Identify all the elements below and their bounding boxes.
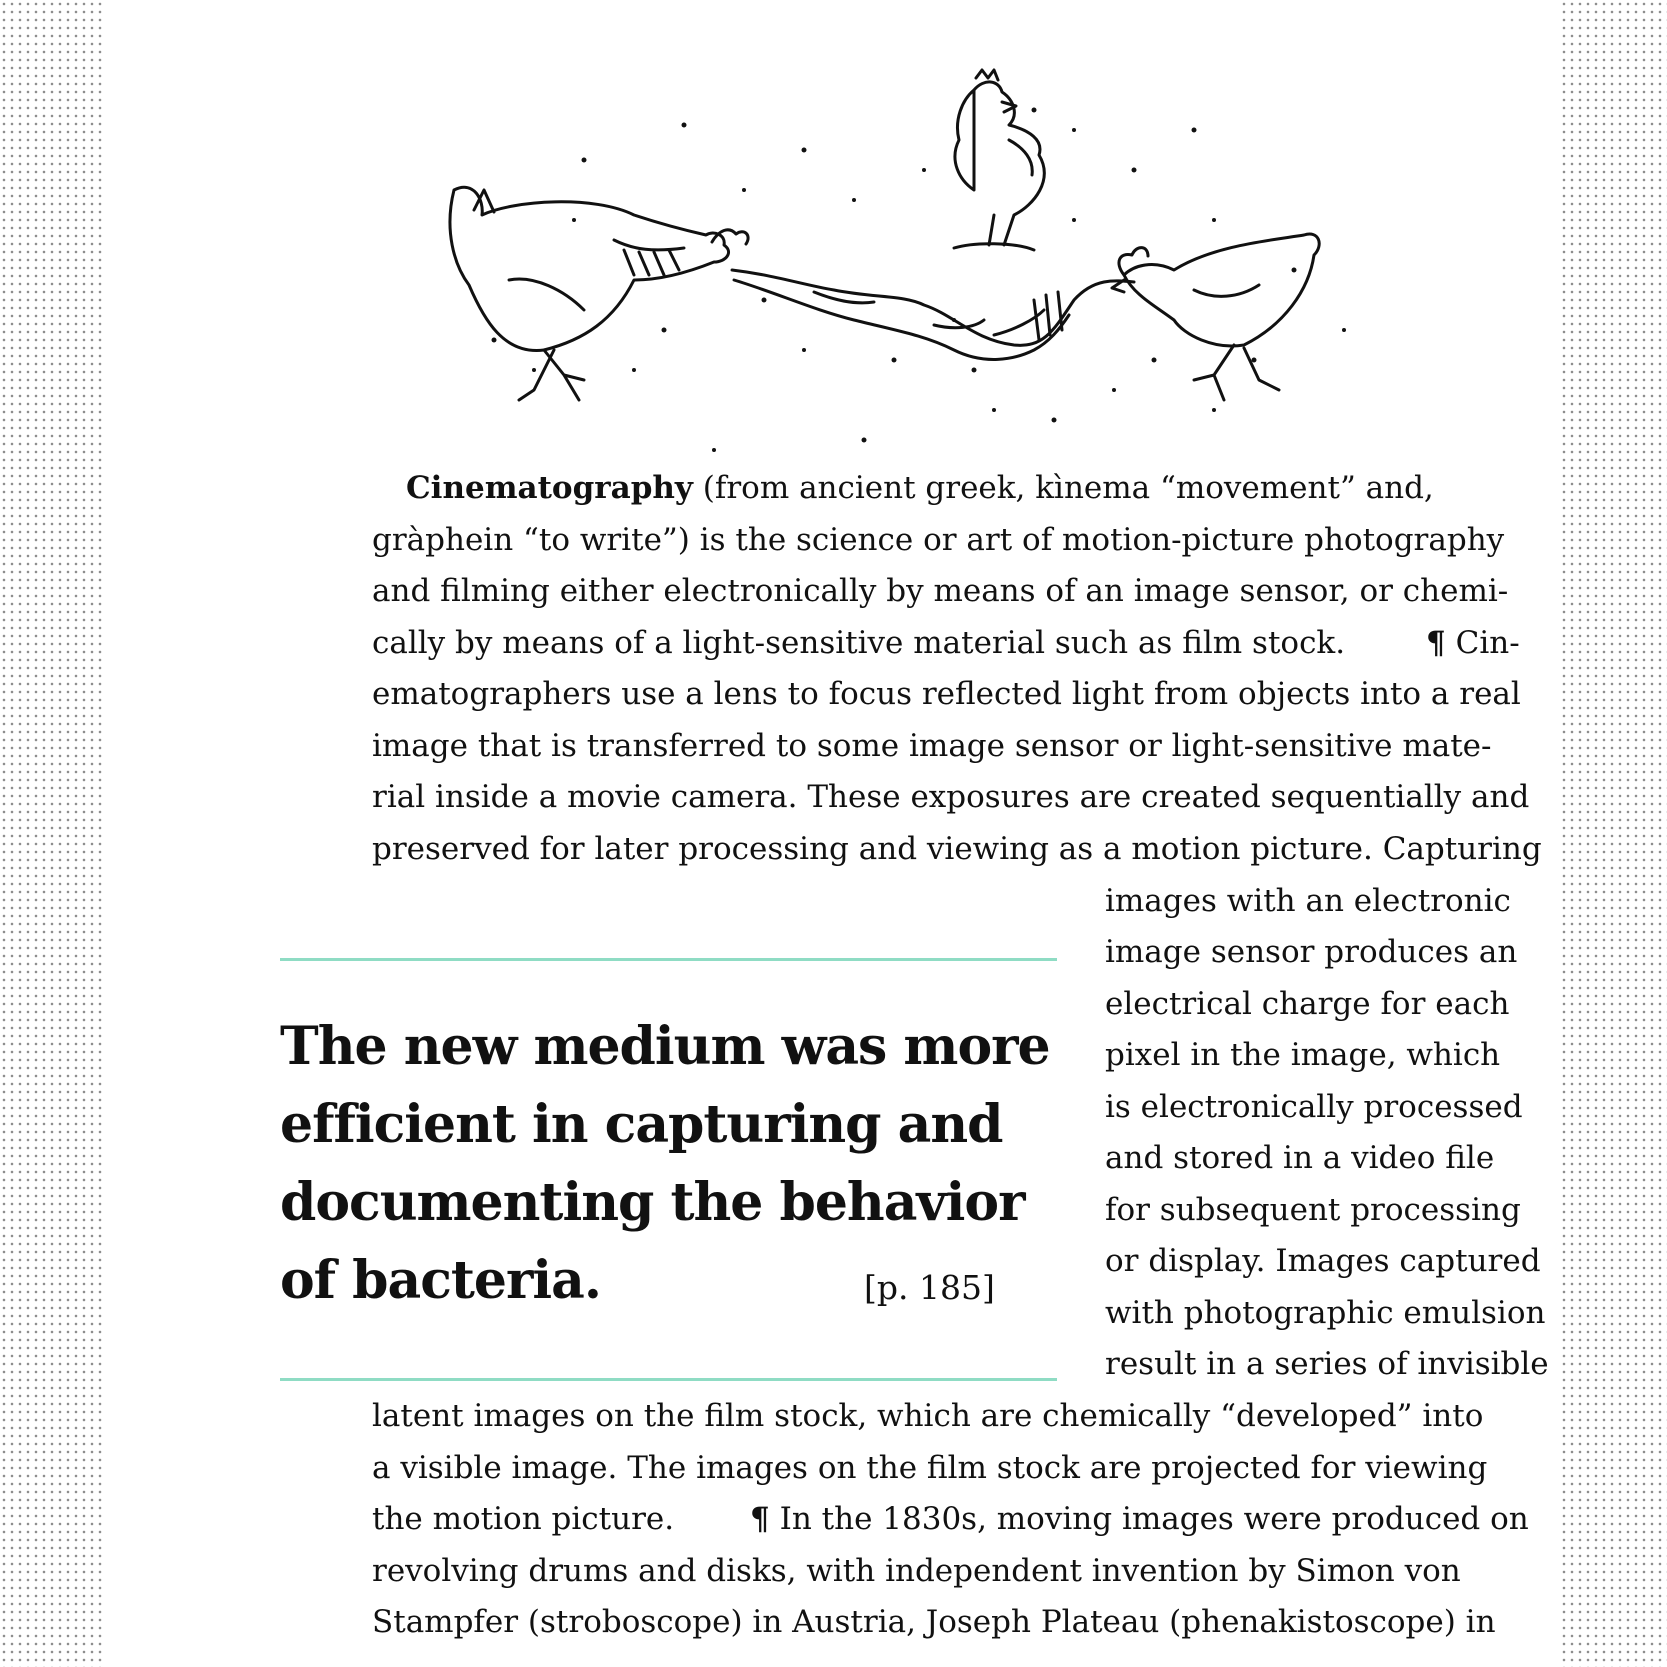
pull-quote-citation: [p. 185]	[864, 1268, 995, 1307]
text-line-content: In the 1830s, moving images were produced on	[779, 1501, 1529, 1537]
text-line: cally by means of a light-sensitive material such as film stock.	[372, 625, 1346, 661]
text-line: is electronically processed	[1105, 1089, 1523, 1125]
text-line: or display. Images captured	[1105, 1243, 1541, 1279]
page	[104, 0, 1560, 1667]
text-line: electrical charge for each	[1105, 986, 1510, 1022]
chickens-illustration	[334, 30, 1354, 470]
text-line: result in a series of invisible	[1105, 1346, 1549, 1382]
text-line: and filming either electronically by means of an image sensor, or chemi-	[372, 573, 1509, 609]
pull-quote-bottom-rule	[280, 1378, 1057, 1381]
pilcrow-icon: ¶	[750, 1501, 770, 1537]
text-line: image sensor produces an	[1105, 934, 1518, 970]
text-line: ematographers use a lens to focus reflected light from objects into a real	[372, 676, 1521, 712]
text-line: latent images on the film stock, which are chemically “developed” into	[372, 1398, 1484, 1434]
text-line: a visible image. The images on the film stock are projected for viewing	[372, 1450, 1488, 1486]
text-line: preserved for later processing and viewing as a motion picture. Capturing	[372, 831, 1542, 867]
text-line-content: Cin-	[1455, 625, 1520, 661]
text-line	[1426, 617, 1520, 669]
text-line: rial inside a movie camera. These exposures are created sequentially and	[372, 779, 1530, 815]
pull-quote-line: efficient in capturing and	[280, 1094, 1003, 1155]
film-strip	[732, 270, 1134, 359]
pilcrow-icon: ¶	[1426, 625, 1446, 661]
text-line	[750, 1493, 1529, 1545]
text-line	[406, 462, 1434, 514]
text-line: revolving drums and disks, with independent invention by Simon von	[372, 1553, 1461, 1589]
pull-quote-line: of bacteria.	[280, 1250, 601, 1311]
text-line-content: (from ancient greek, kìnema “movement” and,	[692, 470, 1434, 506]
center-chicken	[954, 70, 1044, 250]
lead-term: Cinematography	[406, 470, 693, 506]
right-chicken	[1112, 234, 1319, 400]
text-line: gràphein “to write”) is the science or art of motion-picture photography	[372, 522, 1505, 558]
text-line: pixel in the image, which	[1105, 1037, 1501, 1073]
seed-dots	[492, 108, 1347, 453]
pull-quote-line: documenting the behavior	[280, 1172, 1025, 1233]
text-line: images with an electronic	[1105, 883, 1511, 919]
pull-quote-line: The new medium was more	[280, 1016, 1050, 1077]
text-line: the motion picture.	[372, 1501, 675, 1537]
pull-quote-top-rule	[280, 958, 1057, 961]
text-line: image that is transferred to some image sensor or light-sensitive mate-	[372, 728, 1492, 764]
text-line: for subsequent processing	[1105, 1192, 1521, 1228]
text-line: with photographic emulsion	[1105, 1295, 1546, 1331]
text-line: Stampfer (stroboscope) in Austria, Joseph Plateau (phenakistoscope) in	[372, 1604, 1496, 1640]
left-chicken	[450, 187, 748, 400]
text-line: and stored in a video file	[1105, 1140, 1495, 1176]
